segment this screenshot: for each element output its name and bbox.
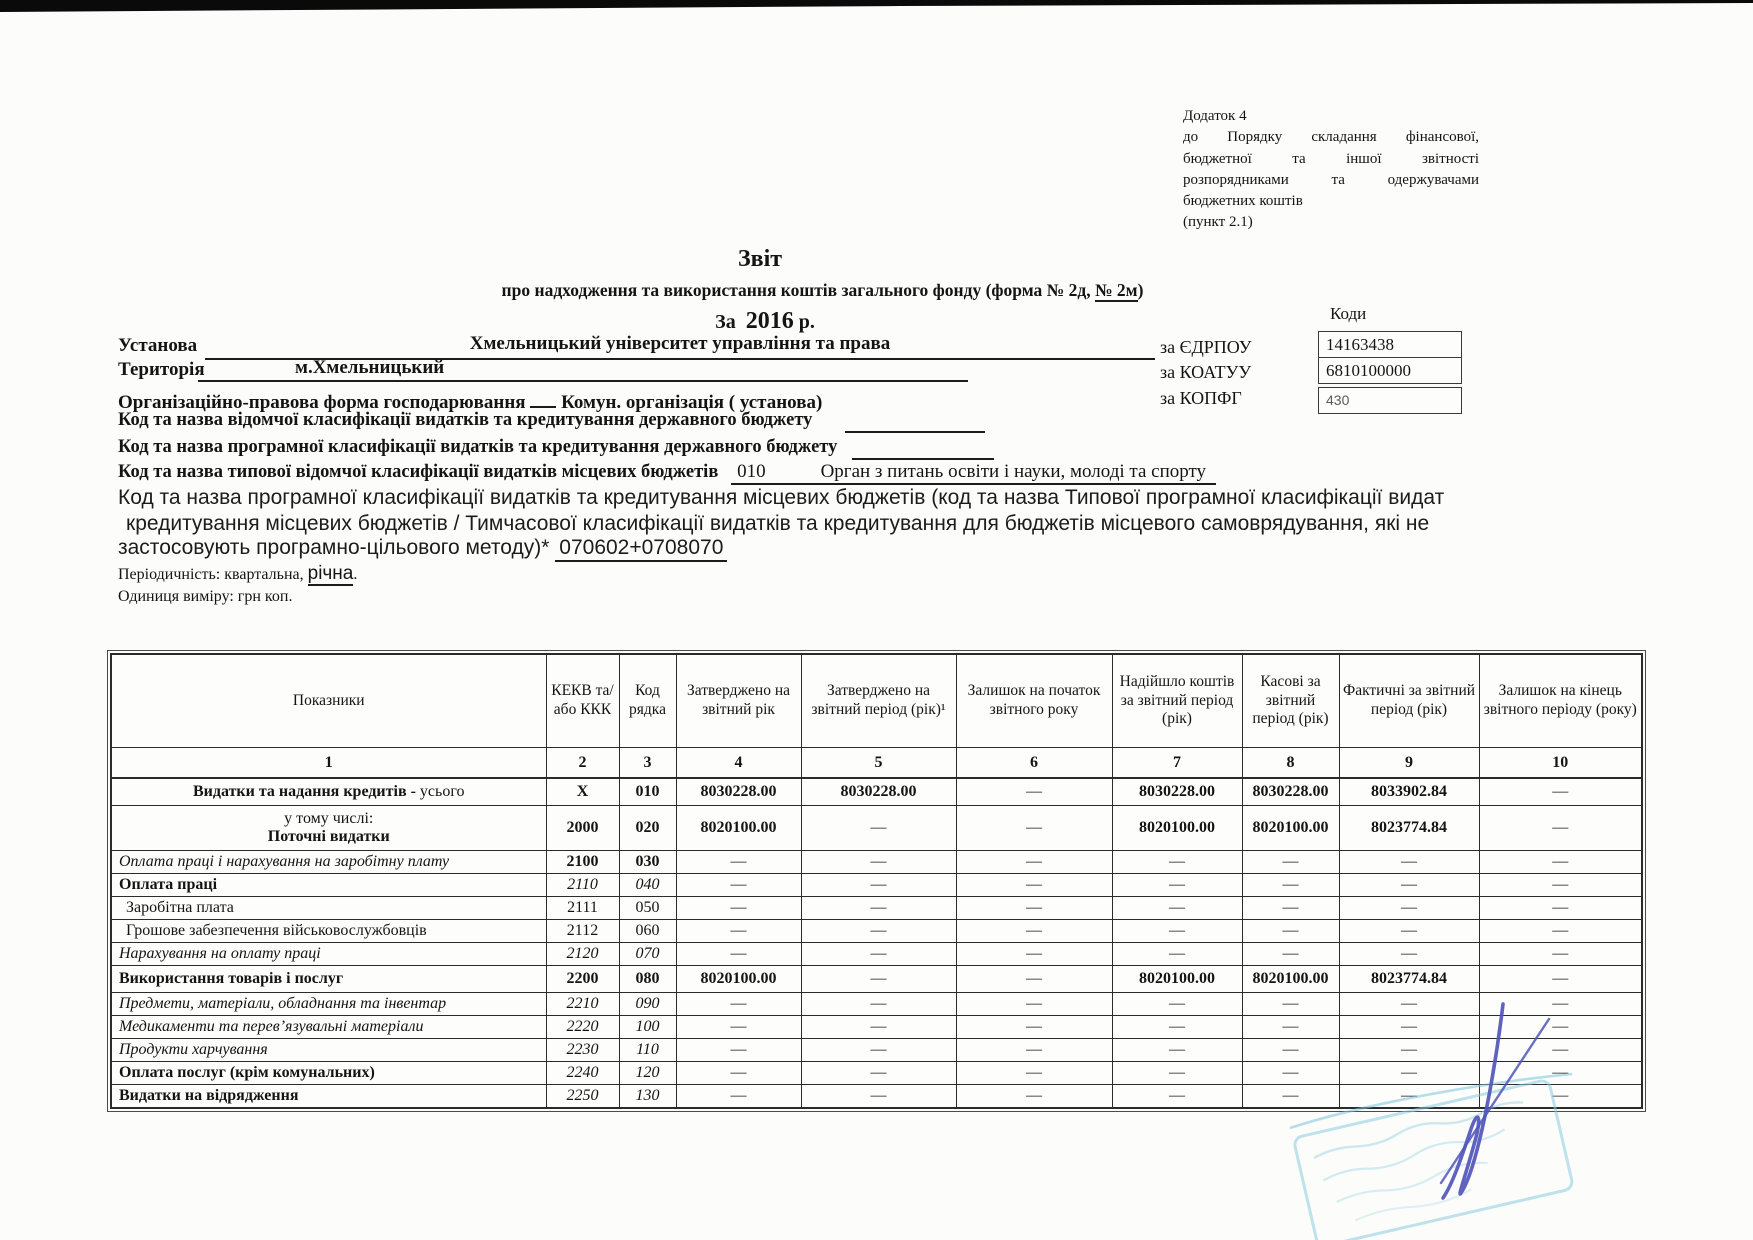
value-cell: —	[956, 851, 1112, 874]
periodicity-line	[118, 563, 357, 585]
row-label-cell	[111, 1085, 546, 1109]
code-label-kopfg: за КОПФГ	[1160, 388, 1242, 408]
kekv-cell: 2100	[546, 851, 619, 874]
row-label-line	[115, 810, 543, 828]
code-label-koatuu: за КОАТУУ	[1160, 362, 1252, 382]
value-cell: —	[1339, 1085, 1479, 1109]
row-label-line	[119, 970, 543, 988]
row-label-text: Оплата праці і нарахування на заробітну плату	[119, 852, 450, 870]
value-cell: —	[956, 966, 1112, 993]
col-header-cash: Касові за звітний період (рік)	[1242, 654, 1339, 748]
value-cell: —	[956, 1062, 1112, 1085]
value-cell: 8023774.84	[1339, 806, 1479, 851]
value-cell: —	[801, 966, 956, 993]
value-cell: —	[956, 1016, 1112, 1039]
value-cell: —	[801, 943, 956, 966]
scan-artifact-bar	[0, 0, 1753, 14]
row-code-cell: 120	[619, 1062, 676, 1085]
kekv-cell: 2000	[546, 806, 619, 851]
subtitle-close: )	[1137, 280, 1144, 300]
row-label-line	[126, 922, 543, 940]
col-header-row-code: Код рядка	[619, 654, 676, 748]
row-label-cell	[111, 806, 546, 851]
value-cell: —	[1242, 874, 1339, 897]
value-cell: —	[1479, 851, 1642, 874]
value-cell: —	[801, 897, 956, 920]
typical-departmental-value-group	[731, 461, 1216, 485]
value-cell: —	[1479, 778, 1642, 806]
col-header-pokaznyky: Показники	[111, 654, 546, 748]
col-header-approved-year: Затверджено на звітний рік	[676, 654, 801, 748]
report-table-wrap	[110, 653, 1643, 1109]
row-label-text: Медикаменти та перев’язувальні матеріали	[119, 1017, 424, 1035]
value-cell: —	[1339, 874, 1479, 897]
value-cell: —	[1112, 943, 1242, 966]
value-cell: —	[801, 874, 956, 897]
value-cell: —	[676, 851, 801, 874]
kekv-cell: 2220	[546, 1016, 619, 1039]
codes-label: Коди	[1330, 304, 1367, 323]
table-row	[111, 851, 1642, 874]
row-label-cell	[111, 897, 546, 920]
code-value-edrpou: 14163438	[1318, 331, 1462, 358]
value-cell: —	[801, 920, 956, 943]
unit-line: Одиниця виміру: грн коп.	[118, 588, 293, 605]
periodicity-value: річна	[307, 563, 354, 584]
table-row	[111, 1062, 1642, 1085]
value-cell: —	[1242, 993, 1339, 1016]
value-cell: —	[1112, 993, 1242, 1016]
value-cell: 8020100.00	[1242, 806, 1339, 851]
value-cell: 8030228.00	[801, 778, 956, 806]
kekv-cell: 2250	[546, 1085, 619, 1109]
period-prefix: За	[715, 311, 736, 333]
value-cell: —	[801, 806, 956, 851]
value-cell: —	[801, 1085, 956, 1109]
value-cell: —	[1242, 1085, 1339, 1109]
col-header-actual: Фактичні за звітний період (рік)	[1339, 654, 1479, 748]
row-code-cell: 070	[619, 943, 676, 966]
kekv-cell: 2111	[546, 897, 619, 920]
form-line-program-state	[118, 436, 837, 458]
table-row	[111, 874, 1642, 897]
value-cell: —	[1339, 897, 1479, 920]
value-cell: —	[1479, 966, 1642, 993]
appendix-line: Додаток 4	[1183, 108, 1247, 124]
org-form-value: Комун. організація ( установа)	[561, 392, 823, 413]
program-state-blank	[852, 436, 994, 460]
value-cell: —	[956, 943, 1112, 966]
row-label-cell	[111, 966, 546, 993]
row-label-text: Оплата праці	[119, 875, 218, 893]
subtitle-underlined-form: № 2м	[1094, 280, 1138, 300]
row-label-text: Грошове забезпечення військовослужбовців	[126, 921, 427, 939]
value-cell: —	[956, 993, 1112, 1016]
row-label-line	[119, 1018, 543, 1036]
col-header-balance-start: Залишок на початок звітного року	[956, 654, 1112, 748]
row-label-line	[119, 853, 543, 871]
appendix-line: (пункт 2.1)	[1183, 214, 1253, 231]
value-cell: —	[1479, 1085, 1642, 1109]
value-cell: —	[956, 806, 1112, 851]
value-cell: —	[676, 993, 801, 1016]
value-cell: —	[801, 1062, 956, 1085]
program-local-code-value: 070602+0708070	[555, 536, 727, 562]
code-value-koatuu: 6810100000	[1318, 358, 1462, 384]
report-subtitle	[110, 280, 1535, 301]
value-cell: —	[1242, 851, 1339, 874]
report-table	[110, 653, 1643, 1109]
org-form-blank	[530, 384, 556, 408]
row-label-text: Заробітна плата	[126, 898, 234, 916]
table-row	[111, 778, 1642, 806]
value-cell: —	[1112, 851, 1242, 874]
value-cell: —	[1339, 993, 1479, 1016]
col-header-approved-period: Затверджено на звітний період (рік)¹	[801, 654, 956, 748]
value-cell: —	[1112, 874, 1242, 897]
row-label-text: Продукти харчування	[119, 1040, 268, 1058]
row-label-line	[115, 828, 543, 846]
value-cell: —	[956, 920, 1112, 943]
col-number: 10	[1479, 748, 1642, 779]
value-cell: —	[1479, 1016, 1642, 1039]
table-row	[111, 897, 1642, 920]
value-cell: 8020100.00	[1242, 966, 1339, 993]
value-cell: —	[956, 874, 1112, 897]
value-cell: —	[1339, 1062, 1479, 1085]
table-row	[111, 1039, 1642, 1062]
value-cell: —	[1479, 1062, 1642, 1085]
value-cell: —	[1112, 920, 1242, 943]
value-cell: 8020100.00	[676, 966, 801, 993]
row-label-line	[115, 783, 543, 801]
value-cell: —	[1242, 1039, 1339, 1062]
value-cell: —	[1479, 897, 1642, 920]
row-label-cell	[111, 1016, 546, 1039]
typical-departmental-label: Код та назва типової відомчої класифікації видатків місцевих бюджетів	[118, 462, 719, 482]
value-cell: —	[1242, 943, 1339, 966]
table-row	[111, 1085, 1642, 1109]
value-cell: —	[676, 897, 801, 920]
kekv-cell: X	[546, 778, 619, 806]
value-cell: —	[1242, 1062, 1339, 1085]
col-number: 4	[676, 748, 801, 779]
value-cell: —	[1112, 1085, 1242, 1109]
row-code-cell: 050	[619, 897, 676, 920]
value-cell: —	[676, 1039, 801, 1062]
row-code-cell: 110	[619, 1039, 676, 1062]
value-cell: —	[1242, 1016, 1339, 1039]
appendix-line: розпорядниками та одержувачами	[1183, 171, 1479, 188]
value-cell: —	[676, 920, 801, 943]
value-cell: 8020100.00	[1112, 966, 1242, 993]
row-label-cell	[111, 943, 546, 966]
value-cell: —	[1339, 943, 1479, 966]
row-code-cell: 020	[619, 806, 676, 851]
row-label-line	[119, 1087, 543, 1105]
row-label-text: Нарахування на оплату праці	[119, 944, 321, 962]
value-cell: —	[1479, 1039, 1642, 1062]
appendix-line: бюджетної та іншої звітності	[1183, 150, 1479, 167]
value-cell: —	[801, 1039, 956, 1062]
value-cell: 8020100.00	[1112, 806, 1242, 851]
codes-box	[1318, 331, 1462, 414]
row-label-cell	[111, 851, 546, 874]
value-cell: —	[956, 897, 1112, 920]
org-form-label: Організаційно-правова форма господарювання	[118, 392, 526, 413]
row-label-cell	[111, 778, 546, 806]
appendix-line: до Порядку складання фінансової,	[1183, 129, 1479, 146]
value-cell: —	[1339, 1039, 1479, 1062]
program-local-line3	[118, 536, 727, 560]
value-cell: —	[1479, 943, 1642, 966]
value-cell: —	[1339, 851, 1479, 874]
value-cell: —	[1479, 993, 1642, 1016]
row-code-cell: 030	[619, 851, 676, 874]
row-label-line	[119, 995, 543, 1013]
value-cell: —	[1339, 1016, 1479, 1039]
value-cell: —	[1479, 806, 1642, 851]
value-cell: —	[801, 851, 956, 874]
row-label-text: Поточні видатки	[267, 828, 390, 845]
kekv-cell: 2112	[546, 920, 619, 943]
value-cell: —	[676, 874, 801, 897]
table-row	[111, 806, 1642, 851]
table-row	[111, 943, 1642, 966]
value-cell: —	[676, 1062, 801, 1085]
appendix-line: бюджетних коштів	[1183, 193, 1303, 210]
typical-departmental-code: 010	[737, 461, 766, 482]
row-label-text: Видатки та надання кредитів -	[193, 782, 420, 800]
value-cell: 8030228.00	[676, 778, 801, 806]
report-title: Звіт	[737, 246, 783, 272]
periodicity-label: Періодичність: квартальна,	[118, 566, 304, 583]
value-cell: —	[956, 778, 1112, 806]
col-header-received: Надійшло коштів за звітний період (рік)	[1112, 654, 1242, 748]
institution-value: Хмельницький університет управління та права	[205, 333, 1155, 360]
value-cell: —	[956, 1085, 1112, 1109]
value-cell: —	[676, 1016, 801, 1039]
row-label-cell	[111, 1062, 546, 1085]
value-cell: —	[1479, 920, 1642, 943]
program-state-label: Код та назва програмної класифікації видатків та кредитування державного бюджету	[118, 437, 838, 457]
table-header-row	[111, 654, 1642, 748]
table-row	[111, 993, 1642, 1016]
typical-departmental-name: Орган з питань освіти і науки, молоді та спорту	[820, 461, 1207, 482]
territory-label: Територія	[118, 359, 205, 380]
kekv-cell: 2210	[546, 993, 619, 1016]
row-code-cell: 040	[619, 874, 676, 897]
value-cell: —	[801, 993, 956, 1016]
value-cell: 8030228.00	[1112, 778, 1242, 806]
col-number: 6	[956, 748, 1112, 779]
program-local-line2: кредитування місцевих бюджетів / Тимчасової класифікації видатків та кредитування для бюджетів місцевого самоврядування, які не	[126, 512, 1430, 535]
value-cell: —	[676, 943, 801, 966]
row-label-text: Використання товарів і послуг	[119, 969, 344, 987]
row-code-cell: 130	[619, 1085, 676, 1109]
value-cell: —	[1112, 897, 1242, 920]
departmental-state-label: Код та назва відомчої класифікації видатків та кредитування державного бюджету	[118, 410, 813, 430]
col-number: 7	[1112, 748, 1242, 779]
period-suffix: р.	[798, 311, 815, 333]
row-label-cell	[111, 993, 546, 1016]
col-header-kekv: КЕКВ та/або ККК	[546, 654, 619, 748]
value-cell: 8033902.84	[1339, 778, 1479, 806]
row-label-line	[119, 1041, 543, 1059]
row-label-text: у тому числі:	[284, 809, 374, 827]
row-code-cell: 100	[619, 1016, 676, 1039]
table-row	[111, 966, 1642, 993]
code-label-edrpou: за ЄДРПОУ	[1160, 337, 1252, 357]
program-local-line1: Код та назва програмної класифікації видатків та кредитування місцевих бюджетів (код та назва Типової програмної класифікації видат	[118, 486, 1445, 509]
institution-label: Установа	[118, 335, 198, 356]
form-line-territory	[118, 359, 205, 381]
row-label-line	[119, 945, 543, 963]
row-label-line	[119, 1064, 543, 1082]
value-cell: —	[1339, 920, 1479, 943]
row-label-text: Предмети, матеріали, обладнання та інвентар	[119, 994, 447, 1012]
table-row	[111, 920, 1642, 943]
kekv-cell: 2240	[546, 1062, 619, 1085]
departmental-state-blank	[845, 409, 985, 433]
program-local-line3-text: застосовують програмно-цільового методу)*	[118, 536, 550, 559]
row-label-cell	[111, 874, 546, 897]
value-cell: —	[1242, 920, 1339, 943]
kekv-cell: 2230	[546, 1039, 619, 1062]
appendix-note	[1183, 106, 1479, 234]
value-cell: —	[1112, 1016, 1242, 1039]
periodicity-suffix: .	[353, 566, 358, 583]
col-number: 9	[1339, 748, 1479, 779]
row-code-cell: 080	[619, 966, 676, 993]
row-label-cell	[111, 1039, 546, 1062]
value-cell: 8020100.00	[676, 806, 801, 851]
row-label-cell	[111, 920, 546, 943]
territory-value: м.Хмельницький	[198, 357, 968, 382]
col-number: 8	[1242, 748, 1339, 779]
value-cell: —	[801, 1016, 956, 1039]
value-cell: 8023774.84	[1339, 966, 1479, 993]
value-cell: —	[676, 1085, 801, 1109]
row-label-line	[126, 899, 543, 917]
value-cell: —	[956, 1039, 1112, 1062]
row-code-cell: 010	[619, 778, 676, 806]
row-label-line	[119, 876, 543, 894]
kekv-cell: 2120	[546, 943, 619, 966]
period-year: 2016	[745, 308, 794, 334]
form-line-institution	[118, 335, 197, 357]
col-header-balance-end: Залишок на кінець звітного періоду (року)	[1479, 654, 1642, 748]
code-value-kopfg: 430	[1318, 387, 1462, 414]
value-cell: —	[1242, 897, 1339, 920]
kekv-cell: 2110	[546, 874, 619, 897]
form-line-typical-departmental	[118, 461, 1216, 483]
row-label-text: Видатки на відрядження	[119, 1086, 299, 1104]
report-period	[110, 308, 1420, 335]
col-number: 2	[546, 748, 619, 779]
value-cell: —	[1112, 1062, 1242, 1085]
kekv-cell: 2200	[546, 966, 619, 993]
col-number: 5	[801, 748, 956, 779]
row-code-cell: 090	[619, 993, 676, 1016]
value-cell: —	[1479, 874, 1642, 897]
value-cell: —	[1112, 1039, 1242, 1062]
row-label-text: Оплата послуг (крім комунальних)	[119, 1063, 375, 1081]
table-row	[111, 1016, 1642, 1039]
row-code-cell: 060	[619, 920, 676, 943]
subtitle-text: про надходження та використання коштів загального фонду (форма № 2д,	[501, 280, 1095, 300]
col-number: 3	[619, 748, 676, 779]
form-line-departmental-state	[118, 409, 812, 431]
row-label-text: усього	[419, 782, 465, 800]
column-number-row	[111, 748, 1642, 779]
value-cell: 8030228.00	[1242, 778, 1339, 806]
col-number: 1	[111, 748, 546, 779]
